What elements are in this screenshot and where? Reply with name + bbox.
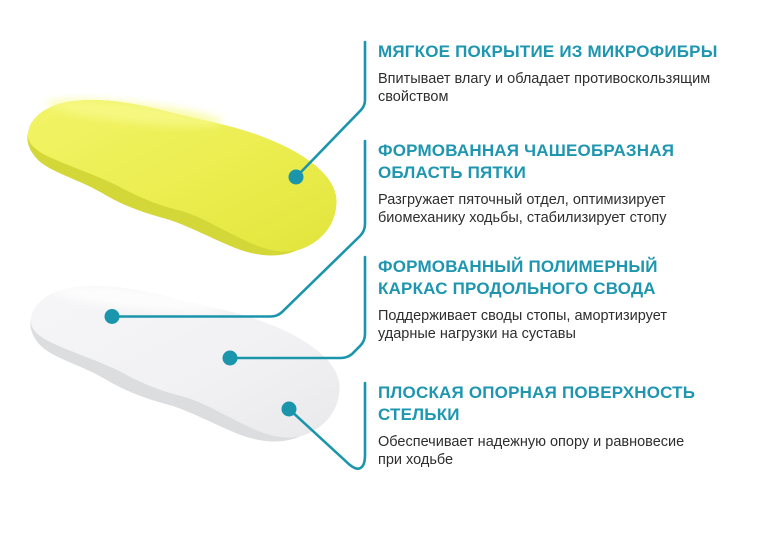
annotation-flat-surface <box>378 382 746 469</box>
annotation-body <box>378 71 746 106</box>
body-line: свойством <box>378 88 449 105</box>
annotation-microfiber <box>378 41 746 106</box>
marker-dot-microfiber <box>289 170 304 185</box>
body-line: биомеханику ходьбы, стабилизирует стопу <box>378 209 667 226</box>
heading-line: ФОРМОВАННАЯ ЧАШЕОБРАЗНАЯ <box>378 141 675 160</box>
heading-line: СТЕЛЬКИ <box>378 405 460 424</box>
heading-line: МЯГКОЕ ПОКРЫТИЕ ИЗ МИКРОФИБРЫ <box>378 42 718 61</box>
annotation-heading <box>378 382 746 426</box>
body-line: Обеспечивает надежную опору и равновесие <box>378 434 685 450</box>
annotation-heading <box>378 41 746 63</box>
heading-line: ФОРМОВАННЫЙ ПОЛИМЕРНЫЙ <box>378 257 658 276</box>
connector-line-microfiber <box>301 42 365 172</box>
heading-line: ОБЛАСТЬ ПЯТКИ <box>378 163 526 182</box>
heading-line: ПЛОСКАЯ ОПОРНАЯ ПОВЕРХНОСТЬ <box>378 383 696 402</box>
marker-dot-arch-frame <box>223 351 238 366</box>
marker-dot-flat-surface <box>282 402 297 417</box>
white-insole <box>30 280 339 442</box>
body-line: при ходьбе <box>378 451 454 468</box>
body-line: Впитывает влагу и обладает противоскользящим <box>378 71 711 87</box>
marker-dot-heel-cup <box>105 309 120 324</box>
annotation-body <box>378 434 746 469</box>
annotation-heading <box>378 256 746 300</box>
annotation-heel-cup <box>378 140 746 227</box>
heading-line: КАРКАС ПРОДОЛЬНОГО СВОДА <box>378 279 656 298</box>
annotation-arch-frame <box>378 256 746 343</box>
annotation-heading <box>378 140 746 184</box>
body-line: Поддерживает своды стопы, амортизирует <box>378 308 667 324</box>
body-line: ударные нагрузки на суставы <box>378 325 576 342</box>
annotation-body <box>378 308 746 343</box>
body-line: Разгружает пяточный отдел, оптимизирует <box>378 192 666 208</box>
annotation-body <box>378 192 746 227</box>
